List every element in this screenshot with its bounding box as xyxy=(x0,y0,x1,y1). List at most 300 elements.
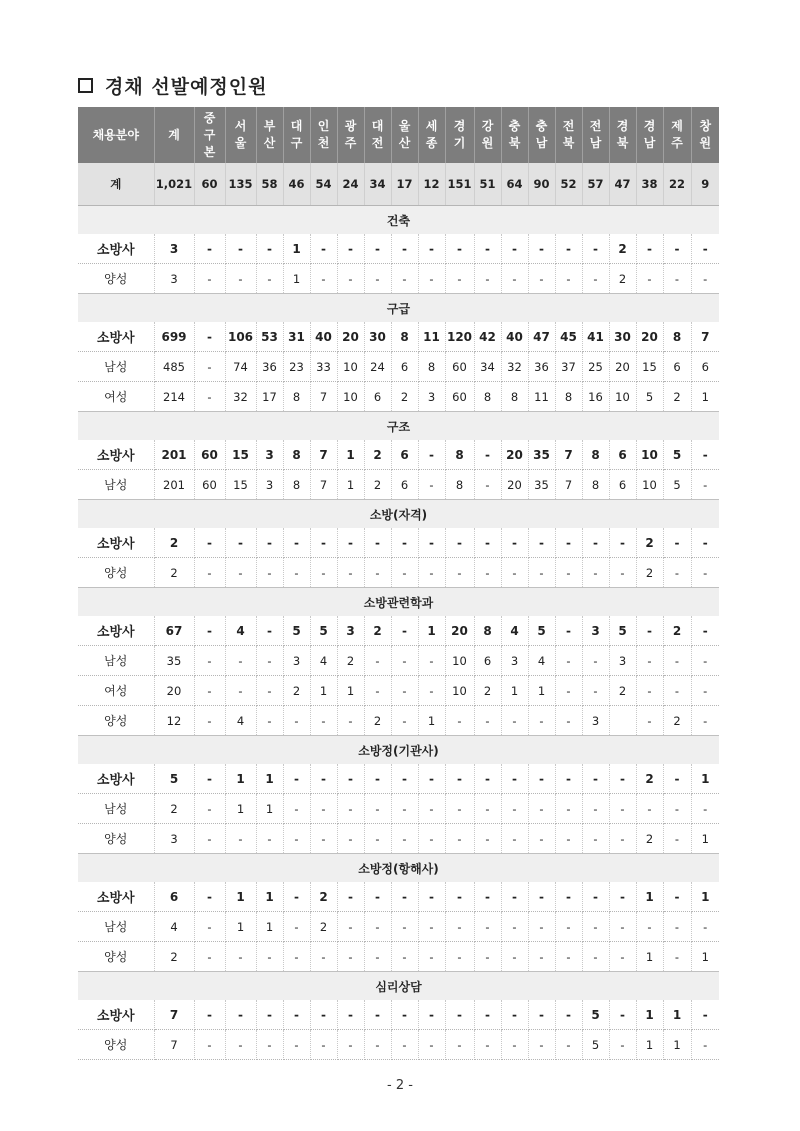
value-cell: 5 xyxy=(582,1030,609,1060)
value-cell: 23 xyxy=(283,352,310,382)
value-cell: - xyxy=(364,676,391,706)
value-cell: - xyxy=(337,706,364,736)
value-cell: 53 xyxy=(256,322,283,352)
value-cell: 2 xyxy=(337,646,364,676)
value-cell: - xyxy=(310,558,337,588)
value-cell: - xyxy=(337,882,364,912)
value-cell: - xyxy=(636,646,663,676)
value-cell: 2 xyxy=(474,676,501,706)
value-cell: - xyxy=(474,440,501,470)
value-cell: 5 xyxy=(663,470,691,500)
value-cell: 47 xyxy=(528,322,555,352)
value-cell: - xyxy=(225,1030,256,1060)
value-cell: - xyxy=(474,558,501,588)
value-cell: 1 xyxy=(663,1000,691,1030)
value-cell: - xyxy=(418,1000,445,1030)
value-cell: 201 xyxy=(154,440,194,470)
value-cell: 1 xyxy=(528,676,555,706)
value-cell: - xyxy=(364,1000,391,1030)
value-cell: - xyxy=(663,676,691,706)
value-cell: 3 xyxy=(582,706,609,736)
value-cell: 8 xyxy=(283,440,310,470)
value-cell: - xyxy=(501,794,528,824)
value-cell: 10 xyxy=(609,382,636,412)
category-name: 소방정(기관사) xyxy=(78,736,719,765)
value-cell: - xyxy=(691,706,719,736)
category-row xyxy=(78,588,719,617)
value-cell: - xyxy=(555,558,582,588)
value-cell: - xyxy=(691,264,719,294)
category-row xyxy=(78,500,719,529)
value-cell: 2 xyxy=(154,794,194,824)
value-cell: - xyxy=(445,528,474,558)
value-cell: 32 xyxy=(225,382,256,412)
value-cell: 6 xyxy=(154,882,194,912)
value-cell: - xyxy=(474,706,501,736)
value-cell: - xyxy=(691,528,719,558)
row-label: 양성 xyxy=(78,942,154,972)
value-cell: - xyxy=(663,558,691,588)
value-cell: 12 xyxy=(154,706,194,736)
value-cell: - xyxy=(474,912,501,942)
value-cell: 5 xyxy=(283,616,310,646)
header-region: 경 기 xyxy=(445,107,474,163)
value-cell: - xyxy=(418,794,445,824)
value-cell: - xyxy=(691,794,719,824)
value-cell: - xyxy=(194,912,225,942)
row-label: 소방사 xyxy=(78,882,154,912)
value-cell: 1 xyxy=(691,824,719,854)
total-cell: 38 xyxy=(636,163,663,206)
value-cell: - xyxy=(337,234,364,264)
value-cell: - xyxy=(691,234,719,264)
value-cell: - xyxy=(555,764,582,794)
total-cell: 57 xyxy=(582,163,609,206)
value-cell: 485 xyxy=(154,352,194,382)
value-cell: - xyxy=(555,264,582,294)
value-cell: 3 xyxy=(154,234,194,264)
total-cell: 24 xyxy=(337,163,364,206)
value-cell: 1 xyxy=(418,706,445,736)
value-cell: - xyxy=(337,264,364,294)
category-name: 소방정(항해사) xyxy=(78,854,719,883)
value-cell: 1 xyxy=(663,1030,691,1060)
value-cell: - xyxy=(609,942,636,972)
header-region: 광 주 xyxy=(337,107,364,163)
category-name: 건축 xyxy=(78,206,719,235)
header-region: 강 원 xyxy=(474,107,501,163)
value-cell: - xyxy=(528,1030,555,1060)
header-region: 대 구 xyxy=(283,107,310,163)
value-cell: - xyxy=(364,942,391,972)
value-cell: - xyxy=(501,706,528,736)
value-cell: 2 xyxy=(391,382,418,412)
value-cell: - xyxy=(391,824,418,854)
value-cell: 60 xyxy=(445,352,474,382)
value-cell: - xyxy=(225,264,256,294)
value-cell: - xyxy=(609,824,636,854)
value-cell: - xyxy=(445,1000,474,1030)
value-cell: - xyxy=(364,1030,391,1060)
value-cell: 8 xyxy=(283,470,310,500)
value-cell: - xyxy=(691,646,719,676)
value-cell: - xyxy=(528,234,555,264)
value-cell: - xyxy=(256,646,283,676)
value-cell: - xyxy=(364,794,391,824)
value-cell: 34 xyxy=(474,352,501,382)
total-cell: 51 xyxy=(474,163,501,206)
value-cell: 33 xyxy=(310,352,337,382)
value-cell: - xyxy=(337,558,364,588)
value-cell: 6 xyxy=(391,352,418,382)
value-cell: 8 xyxy=(445,470,474,500)
value-cell: - xyxy=(528,558,555,588)
value-cell: 699 xyxy=(154,322,194,352)
value-cell: 7 xyxy=(310,440,337,470)
value-cell: - xyxy=(582,942,609,972)
value-cell: 3 xyxy=(154,264,194,294)
value-cell: - xyxy=(663,764,691,794)
value-cell: - xyxy=(337,942,364,972)
value-cell: 6 xyxy=(609,470,636,500)
total-cell: 60 xyxy=(194,163,225,206)
value-cell: - xyxy=(445,824,474,854)
value-cell: - xyxy=(555,676,582,706)
value-cell: 10 xyxy=(337,382,364,412)
value-cell: 40 xyxy=(310,322,337,352)
value-cell: 7 xyxy=(555,440,582,470)
value-cell: - xyxy=(256,1030,283,1060)
category-row xyxy=(78,854,719,883)
value-cell: - xyxy=(337,1030,364,1060)
value-cell: - xyxy=(582,528,609,558)
value-cell: - xyxy=(474,470,501,500)
row-label: 양성 xyxy=(78,558,154,588)
row-label: 남성 xyxy=(78,352,154,382)
value-cell: - xyxy=(528,528,555,558)
row-label: 남성 xyxy=(78,646,154,676)
value-cell: - xyxy=(582,764,609,794)
value-cell: - xyxy=(337,794,364,824)
value-cell: 7 xyxy=(154,1030,194,1060)
value-cell: 1 xyxy=(418,616,445,646)
table-row xyxy=(78,646,719,676)
value-cell: 8 xyxy=(283,382,310,412)
value-cell: 10 xyxy=(636,470,663,500)
value-cell: 8 xyxy=(474,382,501,412)
value-cell: 8 xyxy=(474,616,501,646)
value-cell: - xyxy=(256,558,283,588)
value-cell: 7 xyxy=(555,470,582,500)
row-label: 양성 xyxy=(78,824,154,854)
row-label: 소방사 xyxy=(78,1000,154,1030)
value-cell: - xyxy=(391,882,418,912)
value-cell: 8 xyxy=(663,322,691,352)
table-row xyxy=(78,706,719,736)
value-cell: 42 xyxy=(474,322,501,352)
header-region: 인 천 xyxy=(310,107,337,163)
value-cell: - xyxy=(194,794,225,824)
table-row xyxy=(78,942,719,972)
value-cell: 3 xyxy=(609,646,636,676)
value-cell: 1 xyxy=(501,676,528,706)
value-cell: - xyxy=(445,942,474,972)
value-cell: - xyxy=(528,824,555,854)
total-label: 계 xyxy=(78,163,154,206)
value-cell: - xyxy=(582,646,609,676)
row-label: 여성 xyxy=(78,676,154,706)
value-cell: - xyxy=(636,234,663,264)
header-region: 전 북 xyxy=(555,107,582,163)
value-cell: 1 xyxy=(225,794,256,824)
value-cell: 20 xyxy=(501,440,528,470)
header-region: 제 주 xyxy=(663,107,691,163)
value-cell: 2 xyxy=(154,942,194,972)
value-cell: 2 xyxy=(310,912,337,942)
value-cell: - xyxy=(555,646,582,676)
value-cell: - xyxy=(636,264,663,294)
value-cell: - xyxy=(691,1000,719,1030)
value-cell: - xyxy=(256,528,283,558)
value-cell: - xyxy=(636,616,663,646)
row-label: 남성 xyxy=(78,912,154,942)
table-row xyxy=(78,352,719,382)
value-cell: - xyxy=(391,764,418,794)
value-cell: 3 xyxy=(283,646,310,676)
value-cell: - xyxy=(194,352,225,382)
value-cell: - xyxy=(636,912,663,942)
value-cell: - xyxy=(445,764,474,794)
value-cell: - xyxy=(609,882,636,912)
total-cell: 90 xyxy=(528,163,555,206)
value-cell: 16 xyxy=(582,382,609,412)
value-cell: 8 xyxy=(391,322,418,352)
value-cell: 2 xyxy=(609,676,636,706)
value-cell: - xyxy=(283,1030,310,1060)
header-region: 경 북 xyxy=(609,107,636,163)
value-cell: - xyxy=(337,912,364,942)
value-cell: 214 xyxy=(154,382,194,412)
value-cell: - xyxy=(364,264,391,294)
value-cell: - xyxy=(418,528,445,558)
value-cell: 37 xyxy=(555,352,582,382)
value-cell: - xyxy=(418,264,445,294)
value-cell: - xyxy=(310,1030,337,1060)
value-cell: 8 xyxy=(555,382,582,412)
value-cell: - xyxy=(391,528,418,558)
value-cell: - xyxy=(474,794,501,824)
value-cell: 1 xyxy=(225,912,256,942)
value-cell: - xyxy=(445,794,474,824)
value-cell: - xyxy=(418,764,445,794)
value-cell: - xyxy=(283,942,310,972)
value-cell: 120 xyxy=(445,322,474,352)
value-cell: - xyxy=(256,234,283,264)
value-cell: 1 xyxy=(636,1000,663,1030)
value-cell: - xyxy=(391,264,418,294)
value-cell: - xyxy=(194,382,225,412)
value-cell: - xyxy=(225,646,256,676)
value-cell: - xyxy=(283,558,310,588)
value-cell: 36 xyxy=(528,352,555,382)
value-cell: - xyxy=(663,824,691,854)
value-cell: 5 xyxy=(154,764,194,794)
value-cell: - xyxy=(636,794,663,824)
header-region: 중 구 본 xyxy=(194,107,225,163)
header-region: 부 산 xyxy=(256,107,283,163)
value-cell: - xyxy=(501,942,528,972)
value-cell: - xyxy=(225,1000,256,1030)
value-cell: - xyxy=(337,764,364,794)
value-cell: - xyxy=(609,912,636,942)
value-cell: - xyxy=(609,764,636,794)
value-cell: 5 xyxy=(663,440,691,470)
value-cell: - xyxy=(391,794,418,824)
value-cell: - xyxy=(609,558,636,588)
value-cell: - xyxy=(418,558,445,588)
value-cell: - xyxy=(582,824,609,854)
value-cell: - xyxy=(555,234,582,264)
value-cell: - xyxy=(609,1000,636,1030)
row-label: 양성 xyxy=(78,264,154,294)
value-cell: 60 xyxy=(194,470,225,500)
value-cell: 1 xyxy=(636,942,663,972)
value-cell: 1 xyxy=(691,882,719,912)
table-row xyxy=(78,440,719,470)
value-cell: 31 xyxy=(283,322,310,352)
total-cell: 17 xyxy=(391,163,418,206)
value-cell: - xyxy=(225,676,256,706)
value-cell: - xyxy=(364,646,391,676)
page-title xyxy=(78,72,267,99)
value-cell: - xyxy=(609,528,636,558)
value-cell: - xyxy=(194,646,225,676)
row-label: 소방사 xyxy=(78,440,154,470)
value-cell: 2 xyxy=(636,558,663,588)
value-cell: - xyxy=(364,764,391,794)
value-cell: - xyxy=(194,234,225,264)
value-cell: - xyxy=(194,882,225,912)
value-cell: - xyxy=(194,528,225,558)
value-cell: 25 xyxy=(582,352,609,382)
value-cell: - xyxy=(501,1000,528,1030)
value-cell: 1 xyxy=(256,764,283,794)
value-cell: - xyxy=(528,264,555,294)
value-cell: 1 xyxy=(256,912,283,942)
value-cell: 201 xyxy=(154,470,194,500)
value-cell: 30 xyxy=(364,322,391,352)
header-region: 충 남 xyxy=(528,107,555,163)
value-cell: 6 xyxy=(364,382,391,412)
value-cell: - xyxy=(194,264,225,294)
value-cell: 20 xyxy=(445,616,474,646)
value-cell: - xyxy=(256,706,283,736)
value-cell: 2 xyxy=(636,764,663,794)
value-cell: 3 xyxy=(501,646,528,676)
value-cell: - xyxy=(528,764,555,794)
total-cell: 46 xyxy=(283,163,310,206)
value-cell: 74 xyxy=(225,352,256,382)
value-cell: 3 xyxy=(582,616,609,646)
value-cell: 4 xyxy=(501,616,528,646)
category-row xyxy=(78,736,719,765)
value-cell: 8 xyxy=(445,440,474,470)
value-cell: - xyxy=(256,1000,283,1030)
total-cell: 64 xyxy=(501,163,528,206)
value-cell: 35 xyxy=(154,646,194,676)
value-cell: - xyxy=(225,942,256,972)
value-cell: - xyxy=(663,264,691,294)
value-cell: 1 xyxy=(691,942,719,972)
value-cell: 10 xyxy=(636,440,663,470)
value-cell: 32 xyxy=(501,352,528,382)
value-cell: - xyxy=(283,706,310,736)
total-cell: 47 xyxy=(609,163,636,206)
value-cell: 2 xyxy=(283,676,310,706)
table-row xyxy=(78,764,719,794)
total-cell: 58 xyxy=(256,163,283,206)
value-cell: - xyxy=(283,528,310,558)
value-cell: 6 xyxy=(663,352,691,382)
header-region: 전 남 xyxy=(582,107,609,163)
value-cell: - xyxy=(445,234,474,264)
value-cell: 10 xyxy=(445,646,474,676)
value-cell: - xyxy=(445,706,474,736)
value-cell: - xyxy=(474,264,501,294)
value-cell: - xyxy=(194,676,225,706)
header-region: 서 울 xyxy=(225,107,256,163)
value-cell: 1 xyxy=(283,264,310,294)
row-label: 여성 xyxy=(78,382,154,412)
value-cell: 60 xyxy=(445,382,474,412)
value-cell: - xyxy=(364,912,391,942)
table-row xyxy=(78,528,719,558)
recruitment-table xyxy=(78,107,719,1060)
header-region: 충 북 xyxy=(501,107,528,163)
value-cell: 1 xyxy=(225,764,256,794)
value-cell: - xyxy=(501,912,528,942)
total-cell: 9 xyxy=(691,163,719,206)
value-cell: - xyxy=(418,1030,445,1060)
value-cell: - xyxy=(225,234,256,264)
value-cell: - xyxy=(364,882,391,912)
value-cell: - xyxy=(310,824,337,854)
value-cell: - xyxy=(445,912,474,942)
value-cell: 8 xyxy=(582,440,609,470)
value-cell: 4 xyxy=(528,646,555,676)
value-cell: 1 xyxy=(225,882,256,912)
value-cell: 2 xyxy=(154,528,194,558)
value-cell: - xyxy=(528,912,555,942)
row-label: 소방사 xyxy=(78,234,154,264)
value-cell: - xyxy=(582,264,609,294)
value-cell: - xyxy=(555,616,582,646)
value-cell: - xyxy=(418,912,445,942)
value-cell: - xyxy=(555,528,582,558)
value-cell: - xyxy=(310,942,337,972)
row-label: 소방사 xyxy=(78,528,154,558)
value-cell: 24 xyxy=(364,352,391,382)
value-cell: - xyxy=(337,824,364,854)
value-cell: 20 xyxy=(636,322,663,352)
checkbox-square-icon xyxy=(78,78,93,93)
value-cell: 4 xyxy=(154,912,194,942)
value-cell: 3 xyxy=(256,470,283,500)
value-cell: - xyxy=(474,528,501,558)
table-row xyxy=(78,912,719,942)
value-cell: 17 xyxy=(256,382,283,412)
page-title-text: 경채 선발예정인원 xyxy=(105,76,268,98)
